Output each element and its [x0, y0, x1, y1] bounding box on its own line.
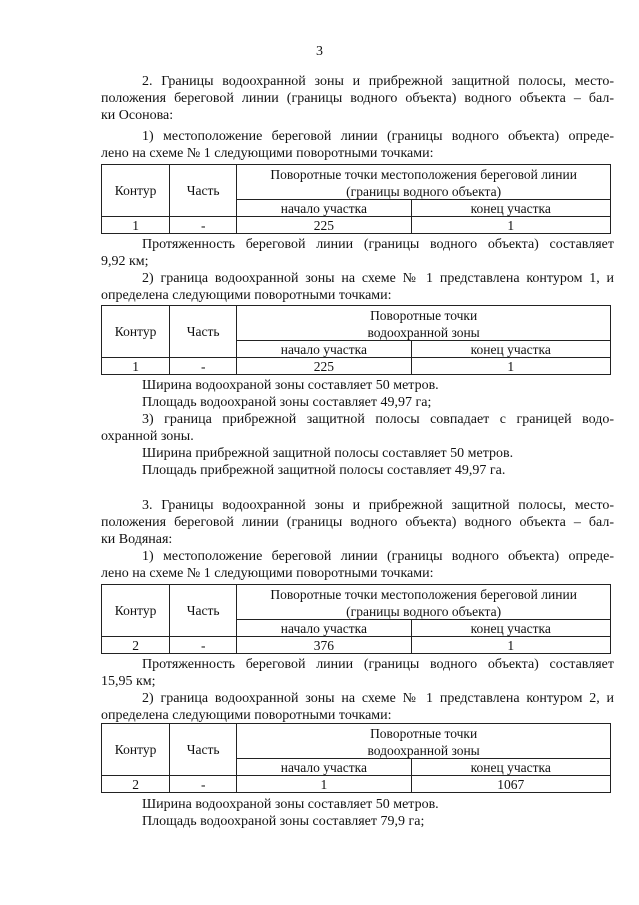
- header-part: Часть: [170, 585, 237, 637]
- section3-zone-area: Площадь водоохраной зоны составляет 79,9 га;: [142, 814, 425, 829]
- header-part: Часть: [170, 165, 237, 217]
- header-points-line1: Поворотные точки: [237, 306, 611, 325]
- cell-start: 225: [237, 217, 411, 234]
- cell-contour: 2: [102, 637, 170, 654]
- cell-contour: 2: [102, 776, 170, 793]
- cell-part: -: [170, 637, 237, 654]
- section2-item2-line2: определена следующими поворотными точками:: [101, 288, 392, 303]
- header-end: конец участка: [411, 759, 610, 776]
- section2-item1-line1: 1) местоположение береговой линии (границы водного объекта) опреде-: [142, 129, 614, 144]
- header-points-line1: Поворотные точки: [237, 724, 611, 743]
- cell-start: 225: [237, 358, 411, 375]
- header-start: начало участка: [237, 341, 411, 358]
- cell-end: 1067: [411, 776, 610, 793]
- section3-intro-line3: ки Водяная:: [101, 532, 173, 547]
- page-number: 3: [316, 44, 323, 59]
- header-end: конец участка: [411, 200, 610, 217]
- section2-zone-table: [101, 305, 611, 375]
- section2-length-line2: 9,92 км;: [101, 254, 149, 269]
- cell-contour: 1: [102, 217, 170, 234]
- header-part: Часть: [170, 306, 237, 358]
- cell-end: 1: [411, 358, 610, 375]
- section3-zone-table: [101, 723, 611, 793]
- section2-item2-line1: 2) граница водоохранной зоны на схеме № 1 представлена контуром 1, и: [142, 271, 614, 286]
- section2-zone-area: Площадь водоохраной зоны составляет 49,97 га;: [142, 395, 432, 410]
- header-points-line1: Поворотные точки местоположения береговой линии: [237, 165, 611, 184]
- table-row: [102, 358, 611, 375]
- section2-intro-line2: положения береговой линии (границы водного объекта) водного объекта – бал-: [101, 91, 614, 106]
- section2-strip-width: Ширина прибрежной защитной полосы составляет 50 метров.: [142, 446, 514, 461]
- section2-item3-line2: охранной зоны.: [101, 429, 194, 444]
- section2-intro-line3: ки Осонова:: [101, 108, 174, 123]
- section2-item3-line1: 3) граница прибрежной защитной полосы совпадает с границей водо-: [142, 412, 614, 427]
- header-end: конец участка: [411, 341, 610, 358]
- cell-contour: 1: [102, 358, 170, 375]
- header-contour: Контур: [102, 165, 170, 217]
- table-row: [102, 217, 611, 234]
- header-start: начало участка: [237, 759, 411, 776]
- section3-shoreline-table: [101, 584, 611, 654]
- header-start: начало участка: [237, 200, 411, 217]
- header-end: конец участка: [411, 620, 610, 637]
- table-row: [102, 776, 611, 793]
- section3-item1-line2: лено на схеме № 1 следующими поворотными точками:: [101, 566, 434, 581]
- header-contour: Контур: [102, 724, 170, 776]
- header-points-line2: (границы водного объекта): [237, 184, 611, 200]
- section3-intro-line1: 3. Границы водоохранной зоны и прибрежной защитной полосы, место-: [142, 498, 614, 513]
- cell-end: 1: [411, 637, 610, 654]
- section3-length-line1: Протяженность береговой линии (границы водного объекта) составляет: [142, 657, 614, 672]
- section2-intro-line1: 2. Границы водоохранной зоны и прибрежной защитной полосы, место-: [142, 74, 614, 89]
- section3-item1-line1: 1) местоположение береговой линии (границы водного объекта) опреде-: [142, 549, 614, 564]
- header-contour: Контур: [102, 306, 170, 358]
- section3-item2-line1: 2) граница водоохранной зоны на схеме № 1 представлена контуром 2, и: [142, 691, 614, 706]
- section2-length-line1: Протяженность береговой линии (границы водного объекта) составляет: [142, 237, 614, 252]
- section3-intro-line2: положения береговой линии (границы водного объекта) водного объекта – бал-: [101, 515, 614, 530]
- header-contour: Контур: [102, 585, 170, 637]
- header-start: начало участка: [237, 620, 411, 637]
- cell-start: 1: [237, 776, 411, 793]
- section3-zone-width: Ширина водоохраной зоны составляет 50 метров.: [142, 797, 439, 812]
- cell-part: -: [170, 217, 237, 234]
- section2-shoreline-table: [101, 164, 611, 234]
- section3-length-line2: 15,95 км;: [101, 674, 156, 689]
- header-points-line2: водоохранной зоны: [237, 325, 611, 341]
- section2-zone-width: Ширина водоохраной зоны составляет 50 метров.: [142, 378, 439, 393]
- header-points-line2: (границы водного объекта): [237, 604, 611, 620]
- cell-part: -: [170, 776, 237, 793]
- header-points-line2: водоохранной зоны: [237, 743, 611, 759]
- section2-strip-area: Площадь прибрежной защитной полосы составляет 49,97 га.: [142, 463, 506, 478]
- section2-item1-line2: лено на схеме № 1 следующими поворотными точками:: [101, 146, 434, 161]
- cell-end: 1: [411, 217, 610, 234]
- cell-part: -: [170, 358, 237, 375]
- cell-start: 376: [237, 637, 411, 654]
- header-points-line1: Поворотные точки местоположения береговой линии: [237, 585, 611, 604]
- header-part: Часть: [170, 724, 237, 776]
- section3-item2-line2: определена следующими поворотными точками:: [101, 708, 392, 723]
- table-row: [102, 637, 611, 654]
